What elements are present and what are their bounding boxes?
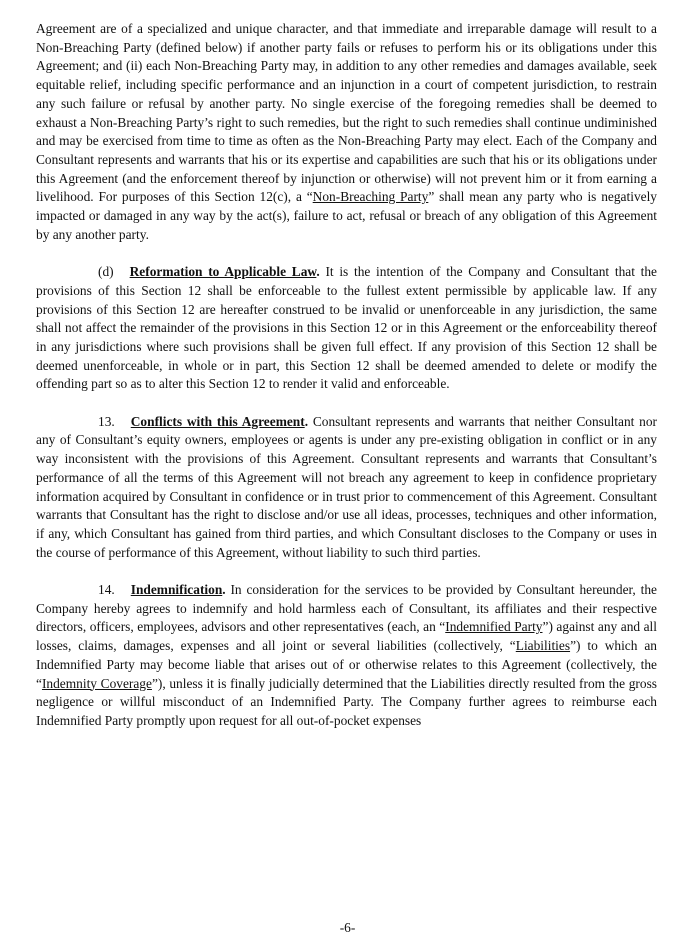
paragraph	[36, 413, 657, 563]
paragraph	[36, 20, 657, 244]
text-run: ”) to which an Indemnified Party may become liable that arises out of or otherwise relates to this Agreement (collectively, the “	[36, 638, 657, 691]
text-run: Agreement are of a specialized and unique character, and that immediate and irreparable damage will result to a Non-Breaching Party (defined below) if another party fails or refuses to perform his or its obligations under this Agreement; and (ii) each Non-Breaching Party may, in addition to any other remedies and damages available, seek equitable relief, including specific performance and an injunction in a court of competent jurisdiction, to restrain any such failure or refusal by another party. No single exercise of the foregoing remedies shall be deemed to exhaust a Non-Breaching Party’s right to such remedies, but the right to such remedies shall continue undiminished and may be exercised from time to time as often as the Non-Breaching Party may elect. Each of the Company and Consultant represents and warrants that his or its expertise and capabilities are such that his or its obligations under this Agreement (and the enforcement thereof by injunction or otherwise) will not prevent him or it from earning a livelihood. For purposes of this Section 12(c), a “	[36, 21, 657, 205]
page-number: -6-	[339, 920, 356, 935]
text-run: Indemnified Party	[445, 619, 543, 635]
text-run: 14.	[98, 582, 115, 598]
text-run: ”) against any and all losses, claims, damages, expenses and all joint or several liabilities (collectively, “	[36, 619, 657, 654]
text-run: Consultant represents and warrants that neither Consultant nor any of Consultant’s equity owners, employees or agents is under any pre-existing obligation in conflict or in any way inconsistent with the provisions of this Agreement. Consultant represents and warrants that Consultant’s performance of all the terms of this Agreement will not breach any agreement to keep in confidence proprietary information acquired by Consultant in confidence or in trust prior to commencement of this Agreement. Consultant warrants that Consultant has the right to disclose and/or use all ideas, processes, techniques and other information, if any, which Consultant has gained from third parties, and which Consultant discloses to the Company or uses in the course of performance of this Agreement, without liability to such third parties.	[36, 413, 657, 560]
text-run: .	[316, 264, 320, 280]
text-run: Non-Breaching Party	[312, 189, 429, 205]
text-run: ” shall mean any party who is negatively impacted or damaged in any way by the act(s), failure to act, refusal or breach of any obligation of this Agreement by any another party.	[36, 189, 657, 242]
text-run: Reformation to Applicable Law	[129, 264, 317, 280]
text-run: Conflicts with this Agreement	[130, 413, 305, 429]
text-run: Indemnity Coverage	[41, 675, 152, 691]
paragraph	[36, 581, 657, 731]
text-run: ”), unless it is finally judicially determined that the Liabilities directly resulted from the gross negligence or willful misconduct of an Indemnified Party. The Company further agrees to reimburse each Indemnified Party promptly upon request for all out-of-pocket expenses	[36, 675, 657, 728]
text-run: 13.	[98, 413, 115, 429]
text-run: Indemnification	[130, 582, 223, 598]
text-run: Liabilities	[515, 638, 571, 654]
text-run: .	[304, 413, 309, 429]
text-run: In consideration for the services to be provided by Consultant hereunder, the Company hereby agrees to indemnify and hold harmless each of Consultant, its affiliates and their respective directors, officers, employees, advisors and other representatives (each, an “	[36, 582, 657, 635]
text-run: It is the intention of the Company and Consultant that the provisions of this Section 12 shall be enforceable to the fullest extent permissible by applicable law. If any provisions of this Section 12 are hereafter construed to be invalid or unenforceable in any jurisdiction, the same shall not affect the remainder of the provisions in this Section 12 or in this Agreement or the enforceability thereof in any jurisdictions where such provisions shall be given full effect. If any provision of this Section 12 shall be deemed unenforceable, in whole or in part, this Section 12 shall be deemed amended to delete or modify the offending part so as to alter this Section 12 to render it valid and enforceable.	[36, 264, 657, 392]
document-body	[36, 20, 657, 731]
paragraph	[36, 263, 657, 394]
text-run: .	[222, 582, 226, 598]
text-run: (d)	[98, 264, 114, 280]
